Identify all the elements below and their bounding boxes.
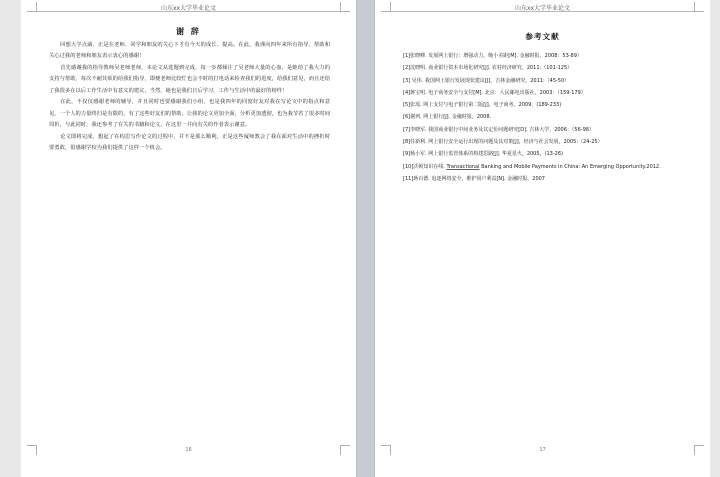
page-references [375,0,710,477]
page-header: 山东xx大学毕业论文 [160,5,217,12]
page-gap [356,0,375,477]
page-number: 16 [185,447,192,453]
page-acknowledgement [21,0,356,477]
reference-item: [8]任新利. 网上银行安全运行出现的问题及其对策[J]，经济与社会发展，2005:（24-25） [403,139,603,146]
crop-mark [381,2,391,12]
crop-mark [340,2,350,12]
header-rule [36,11,341,12]
header-rule [390,11,695,12]
paragraph: 在此，不仅仅感谢老师的辅导，并且同时也要感谢我们小组，也是我四年的同窗好友对我在写论文中的指点和意见，一个人的力量终归是有限的，有了这些好友们的帮助，让我的论文更加全面，分析更加透彻，也为我节省了很多时间周折，与此同时，我还参考了有关的书籍和论文，在这里一并向有关的作者表示谢意。 [49,99,330,129]
paragraph: 论文即将完成，想起了在构思写作论文的过程中，并不是那么顺利，正是这些厦师教会了我在面对生活中的挫折时要勇敢，很感谢学校为我们提供了这样一个机会。 [49,133,330,152]
reference-item: [9]杨小军. 网上银行监管体系的构建思路[J]. 华夏星火，2005，(13-26) [403,151,563,158]
references-title: 参考文献 [525,32,560,41]
reference-list [403,50,695,185]
page-number: 17 [539,447,546,453]
acknowledgement-title: 谢 辞 [176,27,201,36]
crop-mark [27,2,37,12]
reference-item: [1]张晓峰. 发展网上银行：增强动力，缩小差距[M]. 金融时报，2008：53-89） [403,53,582,59]
reference-item: [3] 吴伟. 我国网上银行发展现状建议[J]，吉林金融研究，2011:（45-50） [403,77,570,84]
crop-mark [694,2,704,12]
reference-item: [7]李晓军. 我国商业银行中间业务及其定价问题研究[D]. 吉林大学，2006：（56-98） [403,126,594,133]
reference-item: [4]蒋宝明. 电子商务安全与支付[M]. 北京：人民邮电出版社，2003：（159-179） [403,89,586,96]
reference-item: [5]张瑶. 网上支付与电子银行第二版[J]，电子商务，2009，(189-233) [403,102,562,109]
reference-item: [10]沃顿知识在线. Transactional Banking and Mobile Payments in China: An Emerging Opportunity.2012. [403,163,661,170]
reference-item: [11]蒋百德. 追逐网络安全，维护用户利益[N]. 金融时报，2007 [403,175,545,182]
acknowledgement-body [49,40,330,155]
paragraph: 首先感谢我的指导教师吴老师老师，本论文从选题到完成，每一步都倾注了吴老师大量的心血，是她给了我大力的支持与帮助，每次不耐其烦的给我们指导，即便老师比较忙也会不时的打电话来检查我们的进度，给我们意见，而且还给了我很多在以后工作生活中有意义的建议，当然，她也是我们日后学习、工作与生活中的最好的榜样！ [49,65,330,94]
page-header: 山东xx大学毕业论文 [514,5,571,12]
reference-item: [6]谢列. 网上银行[J]. 金融时报，2008. [403,114,492,121]
paragraph: 回想大学点滴，正是在老师、同学和朋友的关心下才有今天的成长、提高。在此，我谨向四年来所有指导、帮助和关心过我的老师和朋友表示衷心的感谢！ [49,42,330,60]
reference-item: [2]沈晓明. 商业银行资本市场化研究[J]. 农村经济研究，2011:（101-125） [403,65,573,72]
